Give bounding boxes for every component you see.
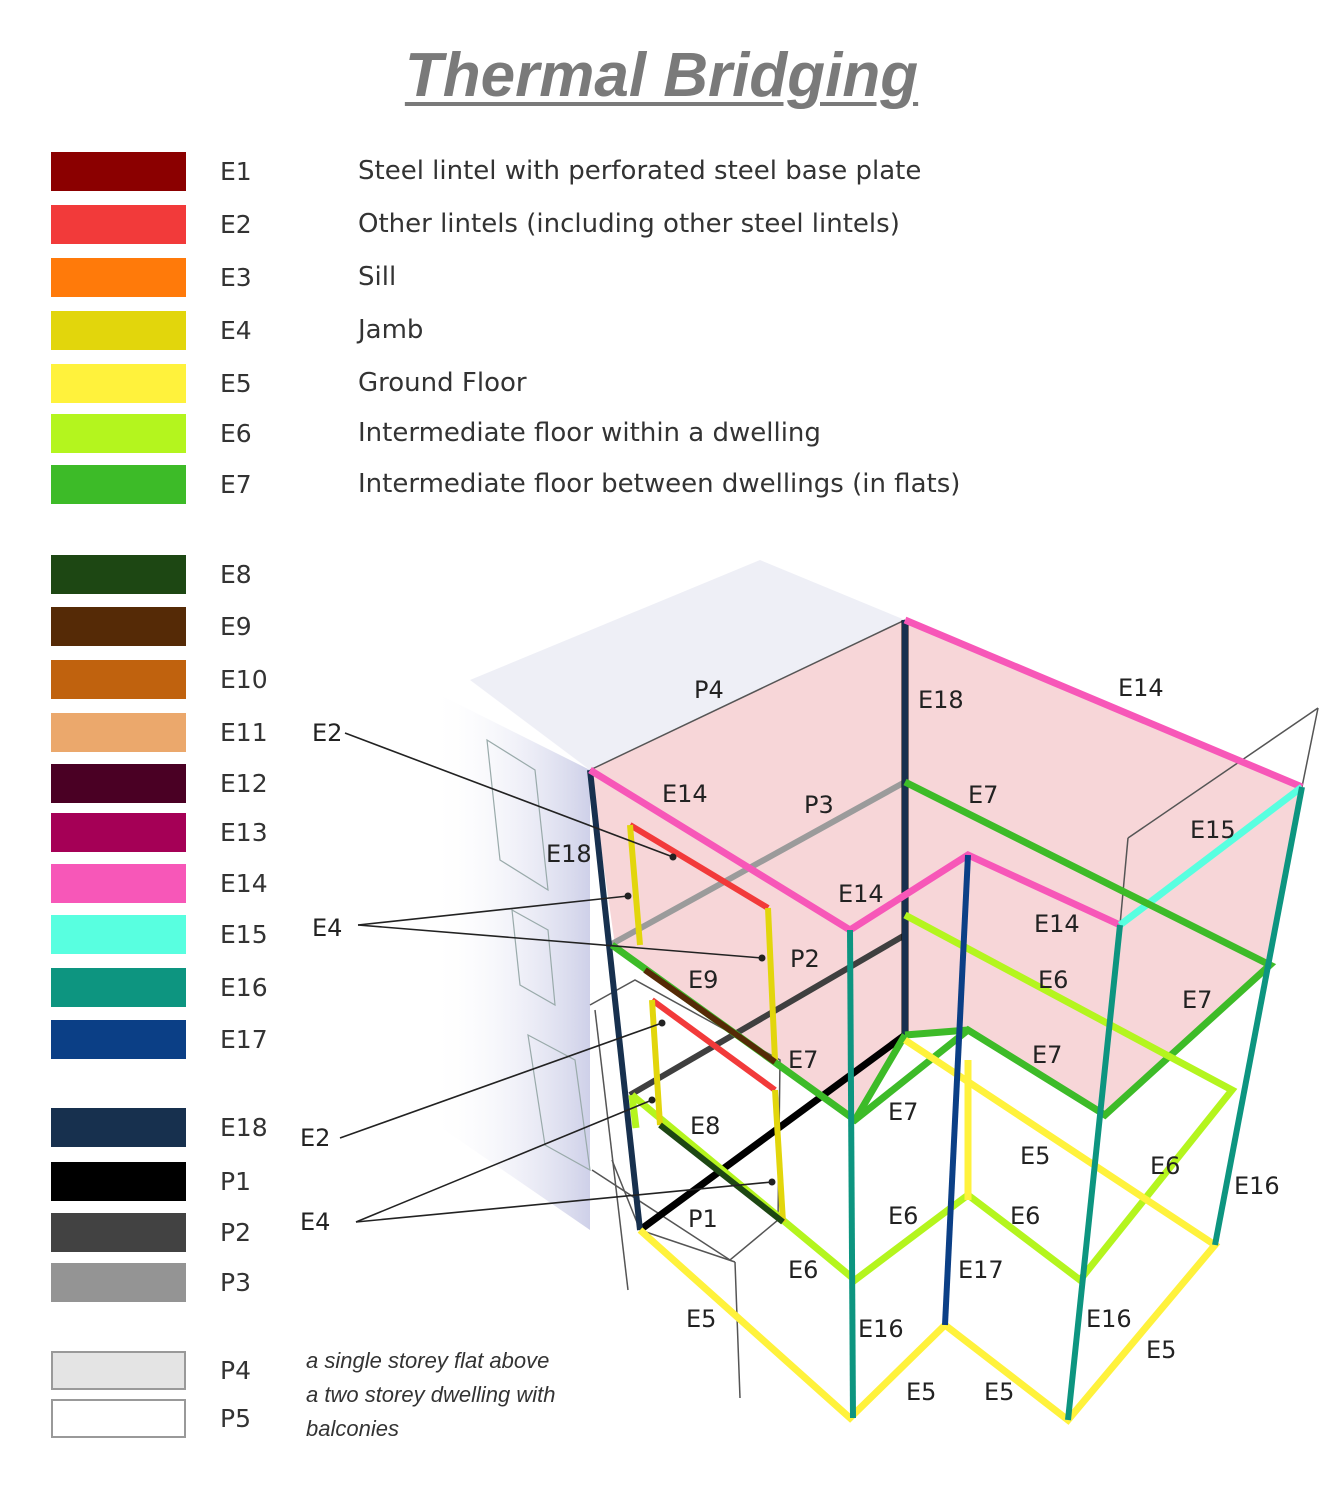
label-e7-inner: E7 (1032, 1041, 1063, 1069)
label-e7-mid: E7 (788, 1046, 819, 1074)
label-e7-top: E7 (968, 781, 999, 809)
legend-code-p3: P3 (220, 1268, 251, 1297)
legend-code-e16: E16 (220, 973, 268, 1002)
legend-code-e14: E14 (220, 869, 268, 898)
label-e14-inner: E14 (1034, 910, 1080, 938)
label-e16-low: E16 (1086, 1305, 1132, 1333)
legend-code-e7: E7 (220, 470, 252, 499)
label-e14-top: E14 (1118, 674, 1164, 702)
legend-code-e8: E8 (220, 560, 252, 589)
label-e6-mid: E6 (1010, 1202, 1041, 1230)
label-e14-mid: E14 (838, 880, 884, 908)
label-e6-inner: E6 (1038, 966, 1069, 994)
legend-code-e18: E18 (220, 1113, 268, 1142)
legend-desc-e1: Steel lintel with perforated steel base plate (358, 156, 922, 186)
label-e2-upper: E2 (312, 719, 343, 747)
left-wall-shading (430, 690, 590, 1230)
label-e6-left: E6 (888, 1202, 919, 1230)
legend-code-p4: P4 (220, 1356, 251, 1385)
label-p4: P4 (694, 676, 724, 704)
page-title: Thermal Bridging (404, 41, 919, 110)
legend-code-e10: E10 (220, 665, 268, 694)
label-e5-inner: E5 (1020, 1142, 1051, 1170)
label-e5-br: E5 (984, 1378, 1015, 1406)
legend-code-e13: E13 (220, 818, 268, 847)
legend-code-e3: E3 (220, 263, 252, 292)
label-e7-right: E7 (1182, 986, 1213, 1014)
label-e9: E9 (688, 966, 719, 994)
legend-desc-e5: Ground Floor (358, 368, 527, 398)
label-e6-right: E6 (1150, 1152, 1181, 1180)
label-e6-low: E6 (788, 1256, 819, 1284)
e4-lower-jamb-right (775, 1090, 783, 1222)
label-e15: E15 (1190, 816, 1236, 844)
legend-code-e6: E6 (220, 419, 252, 448)
label-e4-upper: E4 (312, 914, 343, 942)
note-line-3: balconies (306, 1416, 399, 1441)
legend-code-e1: E1 (220, 157, 252, 186)
label-e16-mid: E16 (858, 1315, 904, 1343)
label-p3: P3 (804, 791, 834, 819)
label-e17: E17 (958, 1256, 1004, 1284)
legend-code-e11: E11 (220, 718, 268, 747)
legend-code-e5: E5 (220, 369, 252, 398)
label-p2: P2 (790, 945, 820, 973)
legend-code-e12: E12 (220, 769, 268, 798)
note-line-2: a two storey dwelling with (306, 1382, 556, 1407)
note-line-1: a single storey flat above (306, 1348, 550, 1373)
legend-code-e9: E9 (220, 612, 252, 641)
label-e5-right: E5 (1146, 1336, 1177, 1364)
label-e5-left: E5 (686, 1305, 717, 1333)
label-p1: P1 (688, 1205, 718, 1233)
legend-desc-e7: Intermediate floor between dwellings (in flats) (358, 469, 961, 499)
label-e14-left: E14 (662, 780, 708, 808)
legend-code-e15: E15 (220, 920, 268, 949)
legend-code-p5: P5 (220, 1404, 251, 1433)
diagram-note (306, 1344, 555, 1446)
e4-lower-jamb-left (652, 1000, 660, 1125)
label-e8: E8 (690, 1112, 721, 1140)
label-e4-lower: E4 (300, 1208, 331, 1236)
legend-code-e4: E4 (220, 316, 252, 345)
label-e5-bl: E5 (906, 1378, 937, 1406)
label-e18-left: E18 (546, 840, 592, 868)
legend-code-e2: E2 (220, 210, 252, 239)
legend-desc-e4: Jamb (358, 315, 424, 345)
legend-code-e17: E17 (220, 1025, 268, 1054)
legend-desc-e6: Intermediate floor within a dwelling (358, 418, 821, 448)
label-e7-lower: E7 (888, 1098, 919, 1126)
legend-code-p1: P1 (220, 1167, 251, 1196)
legend-desc-e3: Sill (358, 262, 397, 292)
label-e16-right: E16 (1234, 1172, 1280, 1200)
legend-code-p2: P2 (220, 1218, 251, 1247)
label-e18-top: E18 (918, 686, 964, 714)
legend-desc-e2: Other lintels (including other steel lintels) (358, 209, 900, 239)
label-e2-lower: E2 (300, 1124, 331, 1152)
